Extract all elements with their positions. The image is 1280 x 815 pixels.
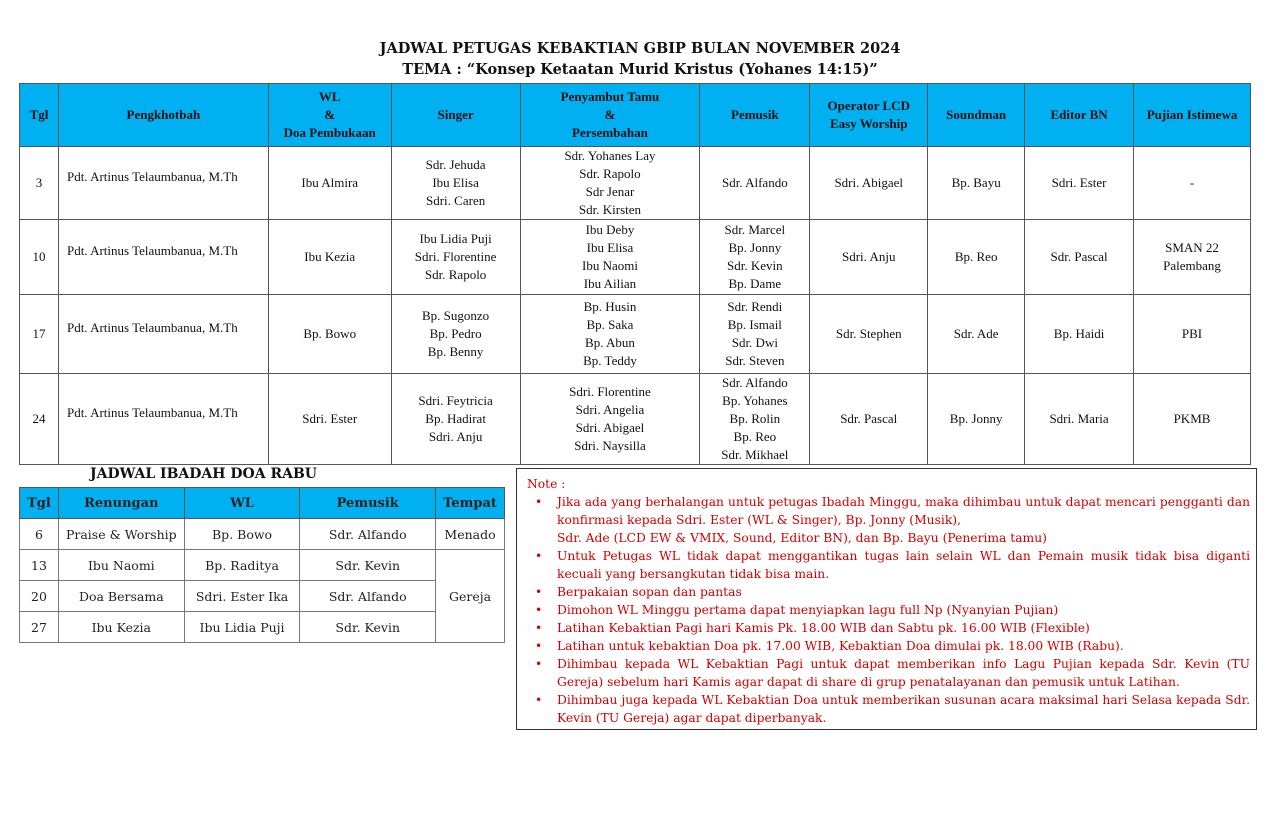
pengkhotbah-name: Pdt. Artinus Telaumbanua, M.Th xyxy=(66,320,238,335)
penyambut-name: Bp. Saka xyxy=(586,317,634,332)
cell-singer xyxy=(391,220,520,295)
note-item xyxy=(535,619,1250,637)
singer-name: Sdri. Anju xyxy=(428,429,483,444)
note-text: Jika ada yang berhalangan untuk petugas Ibadah Minggu, maka dihimbau untuk dapat mencari pengganti dan konfirmasi kepada Sdri. Ester (WL & Singer), Bp. Jonny (Musik), xyxy=(557,495,1250,527)
note-text: Latihan Kebaktian Pagi hari Kamis Pk. 18.00 WIB dan Sabtu pk. 16.00 WIB (Flexible) xyxy=(557,621,1090,635)
cell-pujian xyxy=(1134,147,1251,220)
pujian-name: Palembang xyxy=(1163,258,1221,273)
rabu-cell-renungan: Praise & Worship xyxy=(58,519,184,550)
column-header-line: & xyxy=(324,107,336,122)
pujian-name: SMAN 22 xyxy=(1165,240,1219,255)
rabu-cell-pemusik: Sdr. Alfando xyxy=(300,519,436,550)
penyambut-name: Sdr. Kirsten xyxy=(578,202,642,217)
cell-operator xyxy=(810,295,928,374)
column-header xyxy=(700,84,810,147)
penyambut-name: Sdr. Yohanes Lay xyxy=(564,148,656,163)
cell-tgl: 24 xyxy=(20,374,59,465)
cell-tgl: 10 xyxy=(20,220,59,295)
note-item xyxy=(535,691,1250,727)
penyambut-name: Sdr. Rapolo xyxy=(579,166,641,181)
cell-wl xyxy=(268,295,391,374)
rabu-cell-renungan: Ibu Kezia xyxy=(58,612,184,643)
pujian-name: PKMB xyxy=(1173,411,1211,426)
document-theme: TEMA : “Konsep Ketaatan Murid Kristus (Yohanes 14:15)” xyxy=(402,61,878,78)
penyambut-name: Sdri. Florentine xyxy=(569,384,651,399)
cell-wl xyxy=(268,220,391,295)
cell-pemusik xyxy=(700,147,810,220)
rabu-cell-renungan: Doa Bersama xyxy=(58,581,184,612)
cell-tgl: 17 xyxy=(20,295,59,374)
rabu-column-header: Tempat xyxy=(436,488,505,519)
cell-soundman xyxy=(928,220,1025,295)
singer-name: Sdri. Feytricia xyxy=(418,393,493,408)
bullet-icon: • xyxy=(535,639,543,653)
note-item xyxy=(535,583,1250,601)
rabu-cell-wl: Bp. Bowo xyxy=(184,519,300,550)
penyambut-name: Ibu Elisa xyxy=(586,240,634,255)
note-text: Sdr. Ade (LCD EW & VMIX, Sound, Editor BN), dan Bp. Bayu (Penerima tamu) xyxy=(557,531,1047,545)
penyambut-name: Sdr Jenar xyxy=(585,184,635,199)
rabu-column-header: WL xyxy=(184,488,300,519)
rabu-cell-pemusik: Sdr. Kevin xyxy=(300,550,436,581)
main-schedule-table xyxy=(19,83,1251,465)
note-text: Berpakaian sopan dan pantas xyxy=(557,585,742,599)
singer-name: Bp. Pedro xyxy=(429,326,482,341)
pemusik-name: Sdr. Kevin xyxy=(727,258,783,273)
pujian-name: - xyxy=(1189,175,1195,190)
column-header-line: WL xyxy=(318,89,341,104)
cell-pujian xyxy=(1134,220,1251,295)
note-text: Dihimbau juga kepada WL Kebaktian Doa untuk memberikan susunan acara maksimal hari Selasa kepada Sdr. Kevin (TU Gereja) agar dapat diperbanyak. xyxy=(557,693,1250,725)
operator-name: Sdri. Anju xyxy=(842,249,896,264)
rabu-cell-tgl: 6 xyxy=(20,519,59,550)
table-row xyxy=(20,374,1251,465)
editor-name: Bp. Haidi xyxy=(1053,326,1105,341)
singer-name: Sdr. Rapolo xyxy=(424,267,487,282)
cell-penyambut xyxy=(520,220,700,295)
singer-name: Ibu Lidia Puji xyxy=(419,231,492,246)
editor-name: Sdri. Ester xyxy=(1051,175,1107,190)
penyambut-name: Bp. Abun xyxy=(585,335,635,350)
rabu-row xyxy=(20,519,505,550)
document-title: JADWAL PETUGAS KEBAKTIAN GBIP BULAN NOVEMBER 2024 xyxy=(379,40,901,57)
pemusik-name: Bp. Rolin xyxy=(729,411,781,426)
pengkhotbah-name: Pdt. Artinus Telaumbanua, M.Th xyxy=(66,243,238,258)
rabu-title: JADWAL IBADAH DOA RABU xyxy=(90,466,317,482)
cell-penyambut xyxy=(520,374,700,465)
cell-pengkhotbah xyxy=(58,147,268,220)
cell-pemusik xyxy=(700,220,810,295)
bullet-icon: • xyxy=(535,549,543,563)
table-row xyxy=(20,220,1251,295)
cell-editor xyxy=(1025,220,1134,295)
pemusik-name: Bp. Reo xyxy=(733,429,777,444)
cell-operator xyxy=(810,147,928,220)
penyambut-name: Ibu Naomi xyxy=(581,258,638,273)
column-header xyxy=(520,84,700,147)
editor-name: Sdri. Maria xyxy=(1049,411,1109,426)
note-text: Dimohon WL Minggu pertama dapat menyiapkan lagu full Np (Nyanyian Pujian) xyxy=(557,603,1059,617)
note-text: Dihimbau kepada WL Kebaktian Pagi untuk dapat memberikan info Lagu Pujian kepada Sdr. Kevin (TU Gereja) sebelum hari Kamis agar dapat di share di grup penatalayanan dan pemusik untuk Latihan. xyxy=(557,657,1250,689)
bullet-icon: • xyxy=(535,495,543,509)
rabu-column-header: Pemusik xyxy=(300,488,436,519)
note-text: Untuk Petugas WL tidak dapat menggantikan tugas lain selain WL dan Pemain musik tidak bisa diganti kecuali yang bersangkutan tidak bisa main. xyxy=(557,549,1250,581)
rabu-cell-wl: Sdri. Ester Ika xyxy=(184,581,300,612)
rabu-cell-tgl: 13 xyxy=(20,550,59,581)
pemusik-name: Sdr. Mikhael xyxy=(721,447,789,462)
column-header-line: Pengkhotbah xyxy=(126,107,201,122)
column-header xyxy=(391,84,520,147)
pemusik-name: Sdr. Steven xyxy=(725,353,785,368)
operator-name: Sdr. Pascal xyxy=(840,411,898,426)
table-row xyxy=(20,295,1251,374)
penyambut-name: Sdri. Angelia xyxy=(575,402,645,417)
cell-soundman xyxy=(928,147,1025,220)
cell-pengkhotbah xyxy=(58,220,268,295)
rabu-row xyxy=(20,612,505,643)
column-header-line: Editor BN xyxy=(1050,107,1108,122)
singer-name: Sdr. Jehuda xyxy=(425,157,486,172)
cell-tgl: 3 xyxy=(20,147,59,220)
rabu-cell-renungan: Ibu Naomi xyxy=(58,550,184,581)
editor-name: Sdr. Pascal xyxy=(1050,249,1108,264)
pemusik-name: Sdr. Dwi xyxy=(731,335,778,350)
rabu-column-header: Tgl xyxy=(20,488,59,519)
pemusik-name: Sdr. Alfando xyxy=(721,175,788,190)
column-header-line: Penyambut Tamu xyxy=(560,89,660,104)
column-header-line: Doa Pembukaan xyxy=(283,125,376,140)
pemusik-name: Sdr. Marcel xyxy=(724,222,786,237)
rabu-cell-wl: Ibu Lidia Puji xyxy=(184,612,300,643)
soundman-name: Bp. Jonny xyxy=(949,411,1003,426)
operator-name: Sdri. Abigael xyxy=(834,175,904,190)
rabu-cell-tgl: 20 xyxy=(20,581,59,612)
main-table-header xyxy=(20,84,1251,147)
column-header-line: Soundman xyxy=(946,107,1007,122)
cell-pengkhotbah xyxy=(58,374,268,465)
rabu-cell-tempat: Menado xyxy=(436,519,505,550)
rabu-cell-wl: Bp. Raditya xyxy=(184,550,300,581)
pemusik-name: Bp. Yohanes xyxy=(722,393,788,408)
rabu-row xyxy=(20,550,505,581)
soundman-name: Bp. Bayu xyxy=(951,175,1001,190)
column-header xyxy=(20,84,59,147)
singer-name: Sdri. Florentine xyxy=(414,249,497,264)
column-header-line: Singer xyxy=(437,107,474,122)
cell-operator xyxy=(810,220,928,295)
cell-operator xyxy=(810,374,928,465)
bullet-icon: • xyxy=(535,585,543,599)
note-item xyxy=(535,601,1250,619)
penyambut-name: Ibu Deby xyxy=(585,222,635,237)
bullet-icon: • xyxy=(535,657,543,671)
column-header xyxy=(1025,84,1134,147)
cell-pujian xyxy=(1134,295,1251,374)
cell-soundman xyxy=(928,295,1025,374)
table-row xyxy=(20,147,1251,220)
rabu-cell-tempat: Gereja xyxy=(436,550,505,643)
operator-name: Sdr. Stephen xyxy=(835,326,902,341)
column-header-line: Easy Worship xyxy=(830,116,908,131)
soundman-name: Bp. Reo xyxy=(954,249,998,264)
penyambut-name: Sdri. Abigael xyxy=(575,420,645,435)
pemusik-name: Sdr. Rendi xyxy=(727,299,783,314)
cell-pemusik xyxy=(700,295,810,374)
note-item xyxy=(535,637,1250,655)
singer-name: Bp. Hadirat xyxy=(425,411,486,426)
column-header-line: Operator LCD xyxy=(827,98,910,113)
column-header xyxy=(810,84,928,147)
rabu-row xyxy=(20,581,505,612)
note-box xyxy=(516,468,1257,730)
pemusik-name: Bp. Jonny xyxy=(728,240,782,255)
column-header xyxy=(1134,84,1251,147)
pengkhotbah-name: Pdt. Artinus Telaumbanua, M.Th xyxy=(66,405,238,420)
bullet-icon: • xyxy=(535,621,543,635)
column-header-line: & xyxy=(604,107,616,122)
penyambut-name: Bp. Husin xyxy=(583,299,637,314)
note-item xyxy=(535,655,1250,691)
bullet-icon: • xyxy=(535,693,543,707)
cell-penyambut xyxy=(520,147,700,220)
singer-name: Ibu Elisa xyxy=(432,175,479,190)
cell-wl xyxy=(268,147,391,220)
column-header-line: Pujian Istimewa xyxy=(1146,107,1238,122)
cell-singer xyxy=(391,374,520,465)
cell-singer xyxy=(391,147,520,220)
wl-name: Ibu Kezia xyxy=(304,249,356,264)
bullet-icon: • xyxy=(535,603,543,617)
rabu-schedule-table xyxy=(19,487,505,643)
pujian-name: PBI xyxy=(1181,326,1203,341)
pemusik-name: Bp. Ismail xyxy=(727,317,782,332)
cell-pengkhotbah xyxy=(58,295,268,374)
note-item xyxy=(535,493,1250,547)
rabu-cell-tgl: 27 xyxy=(20,612,59,643)
note-item xyxy=(535,547,1250,583)
cell-pujian xyxy=(1134,374,1251,465)
note-label: Note : xyxy=(527,477,566,491)
column-header xyxy=(928,84,1025,147)
penyambut-name: Ibu Ailian xyxy=(583,276,637,291)
note-text: Latihan untuk kebaktian Doa pk. 17.00 WIB, Kebaktian Doa dimulai pk. 18.00 WIB (Rabu). xyxy=(557,639,1124,653)
cell-singer xyxy=(391,295,520,374)
rabu-table-header xyxy=(20,488,505,519)
cell-wl xyxy=(268,374,391,465)
cell-soundman xyxy=(928,374,1025,465)
rabu-column-header: Renungan xyxy=(58,488,184,519)
rabu-cell-pemusik: Sdr. Kevin xyxy=(300,612,436,643)
cell-pemusik xyxy=(700,374,810,465)
pengkhotbah-name: Pdt. Artinus Telaumbanua, M.Th xyxy=(66,169,238,184)
penyambut-name: Sdri. Naysilla xyxy=(574,438,646,453)
pemusik-name: Sdr. Alfando xyxy=(721,375,788,390)
rabu-cell-pemusik: Sdr. Alfando xyxy=(300,581,436,612)
column-header-line: Pemusik xyxy=(731,107,779,122)
singer-name: Sdri. Caren xyxy=(426,193,486,208)
column-header xyxy=(58,84,268,147)
note-list xyxy=(527,493,1250,727)
column-header-line: Persembahan xyxy=(572,125,648,140)
cell-penyambut xyxy=(520,295,700,374)
wl-name: Bp. Bowo xyxy=(303,326,357,341)
pemusik-name: Bp. Dame xyxy=(728,276,782,291)
singer-name: Bp. Benny xyxy=(427,344,484,359)
column-header xyxy=(268,84,391,147)
column-header-line: Tgl xyxy=(29,107,49,122)
cell-editor xyxy=(1025,147,1134,220)
soundman-name: Sdr. Ade xyxy=(953,326,999,341)
cell-editor xyxy=(1025,374,1134,465)
wl-name: Ibu Almira xyxy=(301,175,359,190)
wl-name: Sdri. Ester xyxy=(302,411,358,426)
penyambut-name: Bp. Teddy xyxy=(583,353,637,368)
singer-name: Bp. Sugonzo xyxy=(422,308,490,323)
cell-editor xyxy=(1025,295,1134,374)
